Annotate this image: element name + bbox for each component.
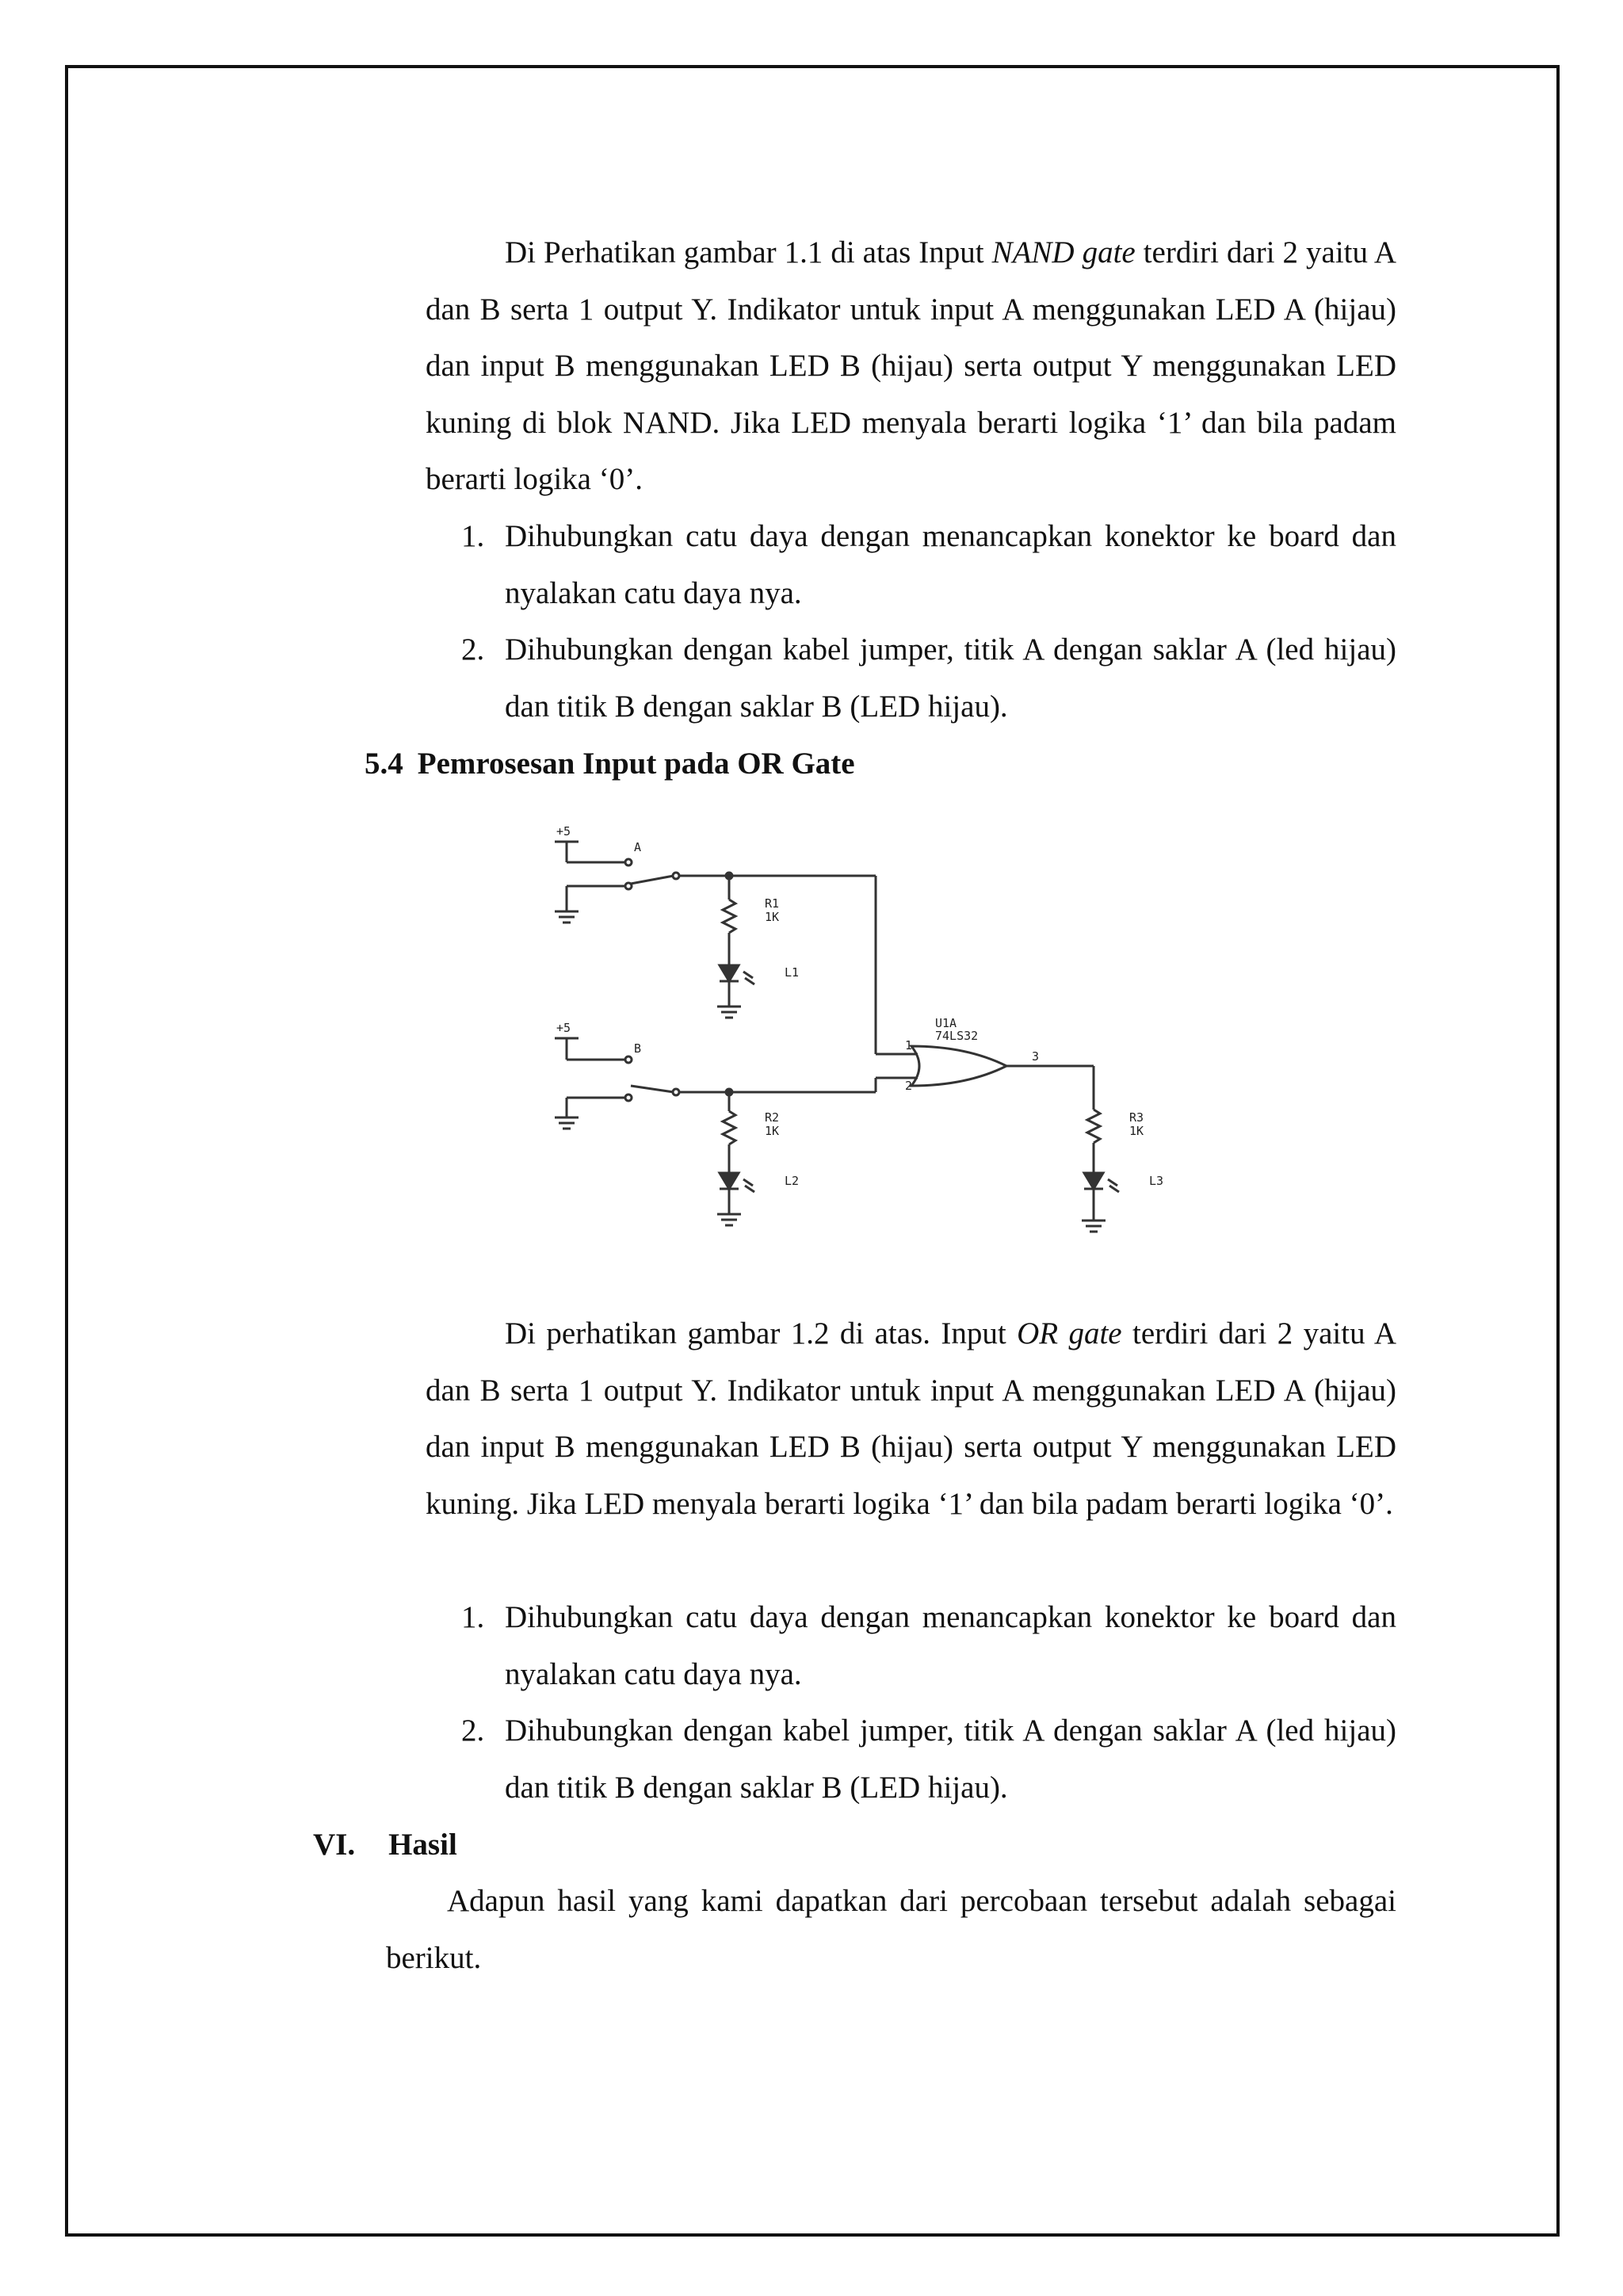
- paragraph-nand-before: Di Perhatikan gambar 1.1 di atas Input: [505, 235, 992, 269]
- paragraph-or-before: Di perhatikan gambar 1.2 di atas. Input: [505, 1316, 1018, 1350]
- input-a-circuit: [555, 842, 918, 1054]
- l3-label: L3: [1149, 1174, 1164, 1188]
- list-number: 1.: [461, 519, 485, 553]
- steps-list-nand: [426, 508, 1396, 735]
- switch-label-b: B: [634, 1041, 642, 1056]
- nand-gate-term: NAND gate: [991, 235, 1136, 269]
- pin-3-label: 3: [1032, 1049, 1040, 1064]
- or-gate-circuit-diagram: [547, 824, 1181, 1252]
- r3-value: 1K: [1129, 1124, 1144, 1138]
- paragraph-nand: [426, 224, 1396, 508]
- gate-name: U1A: [935, 1016, 957, 1030]
- paragraph-or: [426, 1305, 1396, 1532]
- pin-2-label: 2: [905, 1079, 913, 1093]
- list-item: [426, 1702, 1396, 1816]
- list-item: [426, 508, 1396, 621]
- paragraph-or-after: terdiri dari 2 yaitu A dan B serta 1 output Y. Indikator untuk input A menggunakan LED A (hijau) dan input B menggunakan LED B (hijau) serta output Y menggunakan LED kuning. Jika LED menyala berarti logika ‘1’ dan bila padam berarti logika ‘0’.: [426, 1316, 1396, 1521]
- input-b-circuit: [555, 1038, 918, 1225]
- r2-value: 1K: [765, 1124, 780, 1138]
- list-text: Dihubungkan catu daya dengan menancapkan konektor ke board dan nyalakan catu daya nya.: [505, 519, 1396, 610]
- vcc-label-b: +5: [556, 1021, 571, 1035]
- section-heading-vi: [313, 1817, 457, 1874]
- section-title: Hasil: [388, 1828, 457, 1862]
- gate-part: 74LS32: [935, 1029, 979, 1043]
- list-text: Dihubungkan catu daya dengan menancapkan konektor ke board dan nyalakan catu daya nya.: [505, 1600, 1396, 1691]
- or-gate-symbol: [911, 1046, 1119, 1232]
- l2-label: L2: [785, 1174, 800, 1188]
- r3-label: R3: [1129, 1110, 1144, 1125]
- or-gate-term: OR gate: [1017, 1316, 1122, 1350]
- switch-label-a: A: [634, 840, 642, 854]
- list-item: [426, 1589, 1396, 1702]
- list-text: Dihubungkan dengan kabel jumper, titik A dengan saklar A (led hijau) dan titik B dengan saklar B (LED hijau).: [505, 632, 1396, 724]
- r2-label: R2: [765, 1110, 780, 1125]
- list-text: Dihubungkan dengan kabel jumper, titik A dengan saklar A (led hijau) dan titik B dengan saklar B (LED hijau).: [505, 1713, 1396, 1805]
- list-number: 2.: [461, 1713, 485, 1748]
- pin-1-label: 1: [905, 1038, 913, 1052]
- section-number: 5.4: [365, 747, 403, 781]
- section-title: Pemrosesan Input pada OR Gate: [417, 747, 855, 781]
- paragraph-nand-after: terdiri dari 2 yaitu A dan B serta 1 output Y. Indikator untuk input A menggunakan LED A (hijau) dan input B menggunakan LED B (hijau) serta output Y menggunakan LED kuning di blok NAND. Jika LED menyala berarti logika ‘1’ dan bila padam berarti logika ‘0’.: [426, 235, 1396, 496]
- r1-label: R1: [765, 896, 780, 911]
- steps-list-or: [426, 1589, 1396, 1816]
- list-number: 2.: [461, 632, 485, 667]
- paragraph-hasil: Adapun hasil yang kami dapatkan dari percobaan tersebut adalah sebagai berikut.: [386, 1884, 1396, 1975]
- section-number: VI.: [313, 1828, 356, 1862]
- section-heading-5-4: [365, 735, 855, 793]
- r1-value: 1K: [765, 910, 780, 924]
- list-item: [426, 621, 1396, 735]
- list-number: 1.: [461, 1600, 485, 1634]
- l1-label: L1: [785, 965, 800, 980]
- vcc-label-a: +5: [556, 824, 571, 839]
